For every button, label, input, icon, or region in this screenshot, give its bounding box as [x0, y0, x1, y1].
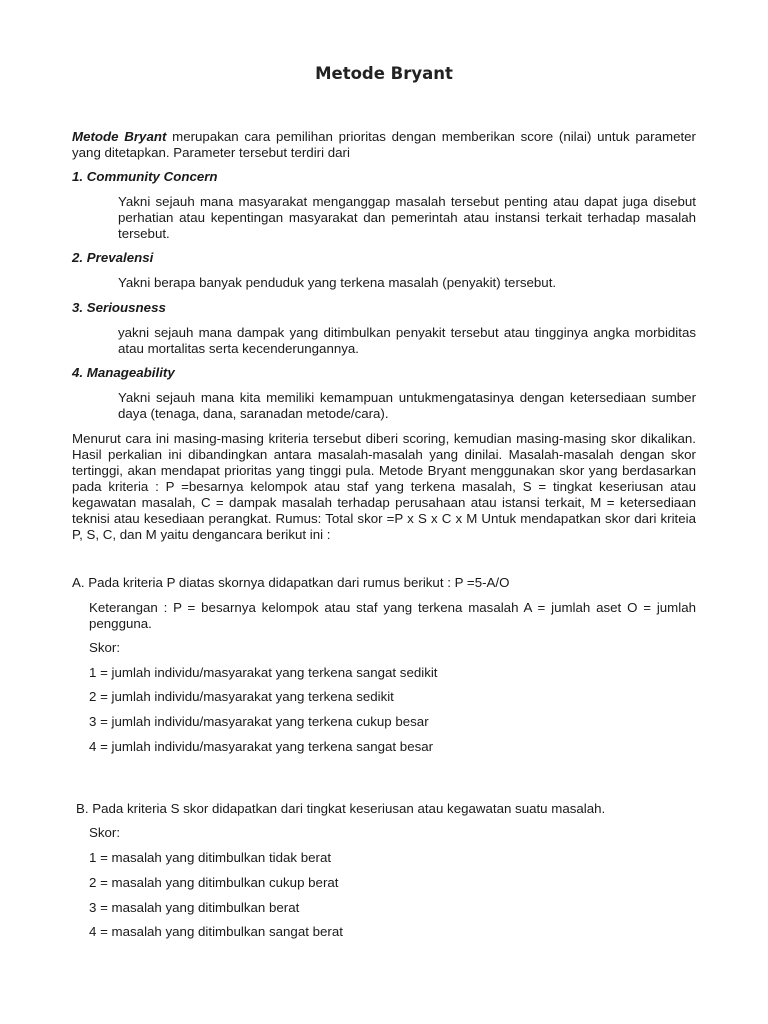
intro-paragraph	[72, 129, 696, 161]
summary-paragraph: Menurut cara ini masing-masing kriteria tersebut diberi scoring, kemudian masing-masing skor dikalikan. Hasil perkalian ini dibandingkan antara masalah-masalah yang dinilai. Masalah-masalah dengan skor tertinggi, akan mendapat prioritas yang tinggi pula. Metode Bryant menggunakan skor yang berdasarkan pada kriteria : P =besarnya kelompok atau staf yang terkena masalah, S = tingkat keseriusan atau kegawatan masalah, C = dampak masalah terhadap perusahaan atau istansi terkait, M = ketersediaan teknisi atau kesediaan perangkat. Rumus: Total skor =P x S x C x M Untuk mendapatkan skor dari kriteia P, S, C, dan M yaitu dengancara berikut ini :	[72, 431, 696, 542]
section-a-skor-label: Skor:	[89, 640, 121, 655]
section-a-score-3: 3 = jumlah individu/masyarakat yang terkena cukup besar	[89, 714, 429, 729]
criterion-text-prevalensi: Yakni berapa banyak penduduk yang terkena masalah (penyakit) tersebut.	[118, 275, 557, 290]
section-a-score-4: 4 = jumlah individu/masyarakat yang terkena sangat besar	[89, 739, 434, 754]
section-a-heading: A. Pada kriteria P diatas skornya didapatkan dari rumus berikut : P =5-A/O	[72, 575, 510, 590]
section-b-heading: B. Pada kriteria S skor didapatkan dari tingkat keseriusan atau kegawatan suatu masalah.	[76, 801, 606, 816]
section-b-score-2: 2 = masalah yang ditimbulkan cukup berat	[89, 875, 339, 890]
section-b-score-4: 4 = masalah yang ditimbulkan sangat berat	[89, 924, 343, 939]
criterion-text-community-concern: Yakni sejauh mana masyarakat menganggap masalah tersebut penting atau dapat juga disebut perhatian atau kepentingan masyarakat dan pemerintah atau instansi terkait terhadap masalah tersebut.	[118, 194, 696, 241]
criterion-text-manageability: Yakni sejauh mana kita memiliki kemampuan untukmengatasinya dengan ketersediaan sumber daya (tenaga, dana, saranadan metode/cara).	[118, 390, 696, 421]
section-a-note: Keterangan : P = besarnya kelompok atau staf yang terkena masalah A = jumlah aset O = jumlah pengguna.	[89, 600, 696, 631]
section-a-score-2: 2 = jumlah individu/masyarakat yang terkena sedikit	[89, 689, 394, 704]
section-b-skor-label: Skor:	[89, 825, 121, 840]
criterion-text-seriousness: yakni sejauh mana dampak yang ditimbulkan penyakit tersebut atau tingginya angka morbiditas atau mortalitas serta kecenderungannya.	[118, 325, 696, 356]
criterion-heading-community-concern: 1. Community Concern	[72, 169, 218, 184]
section-b-score-3: 3 = masalah yang ditimbulkan berat	[89, 900, 300, 915]
criterion-heading-seriousness: 3. Seriousness	[72, 300, 166, 315]
section-a-score-1: 1 = jumlah individu/masyarakat yang terkena sangat sedikit	[89, 665, 438, 680]
criterion-heading-manageability: 4. Manageability	[72, 365, 175, 380]
criterion-heading-prevalensi: 2. Prevalensi	[72, 250, 154, 265]
page-title: Metode Bryant	[315, 64, 453, 83]
intro-text: merupakan cara pemilihan prioritas dengan memberikan score (nilai) untuk parameter yang ditetapkan. Parameter tersebut terdiri dari	[72, 129, 696, 160]
section-b-score-1: 1 = masalah yang ditimbulkan tidak berat	[89, 850, 332, 865]
intro-term: Metode Bryant	[72, 129, 167, 144]
